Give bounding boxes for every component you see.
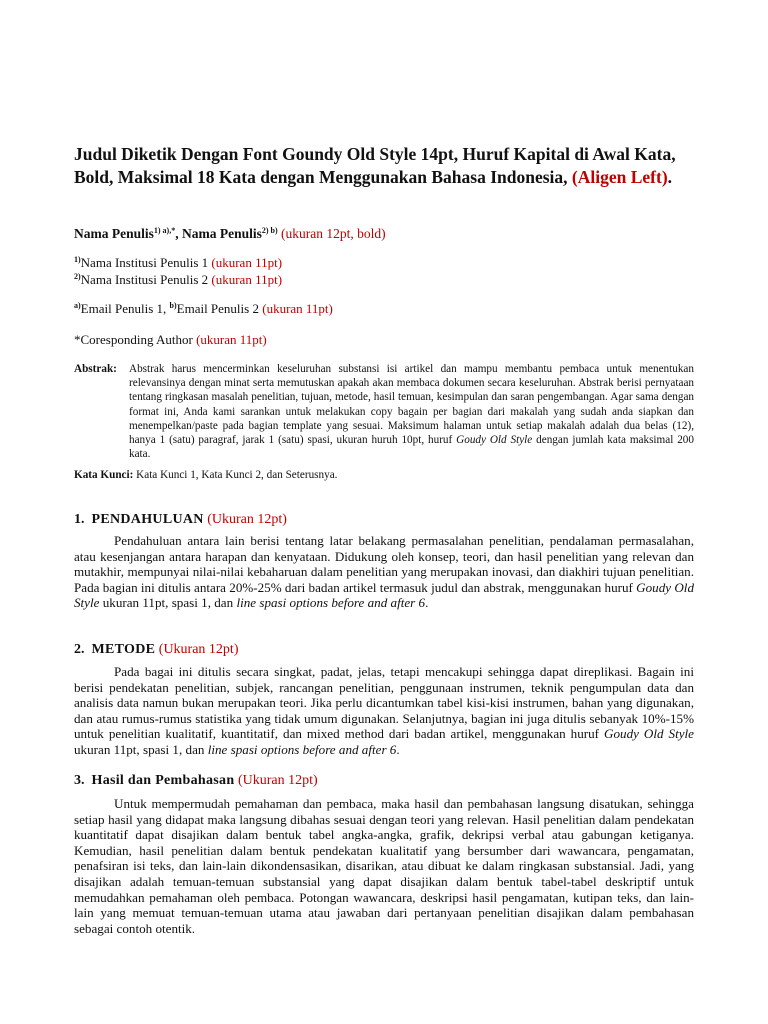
paper-title bbox=[74, 143, 694, 189]
email-2: Email Penulis 2 bbox=[176, 301, 259, 316]
section-1-number: 1. bbox=[74, 512, 85, 527]
abstract-font-name: Goudy Old Style bbox=[456, 434, 533, 447]
institution-2-name: Nama Institusi Penulis 2 bbox=[80, 272, 209, 287]
title-note: (Aligen Left) bbox=[571, 167, 668, 187]
section-2-text-2: ukuran 11pt, spasi 1, dan bbox=[74, 741, 208, 757]
abstract-text-1: Abstrak harus mencerminkan keseluruhan substansi isi artikel dan mampu membantu pembaca untuk menentukan relevansinya dengan minat serta memutuskan apakah akan membaca dokumen secara keseluruhan. Abstrak berisi pernyataan tentang ringkasan masalah penelitian, tujuan, metode, hasil temuan, kesimpulan dan saran pengembangan. Agar sama dengan format ini, Anda kami sarankan untuk melakukan copy bagain per bagian dari makalah yang sudah anda siapkan dan menempelkan/paste pada bagian template yang sesuai. Maksimum halaman untuk setiap makalah adalah dua belas (12), hanya 1 (satu) paragraf, jarak 1 (satu) spasi, ukuran huruh 10pt, huruf bbox=[129, 363, 694, 447]
author-1-sup: 1) a),* bbox=[153, 226, 176, 235]
keywords-label: Kata Kunci: bbox=[74, 469, 134, 481]
section-3-heading bbox=[74, 772, 318, 790]
email-1: Email Penulis 1, bbox=[80, 301, 170, 316]
institution-1 bbox=[74, 254, 282, 271]
abstract-text bbox=[129, 362, 694, 461]
email-line bbox=[74, 300, 333, 317]
author-1: Nama Penulis bbox=[74, 226, 154, 241]
keywords-text: Kata Kunci 1, Kata Kunci 2, dan Seterusnya. bbox=[133, 469, 338, 481]
section-1-note: (Ukuran 12pt) bbox=[207, 512, 287, 527]
institution-2 bbox=[74, 271, 282, 288]
section-3-note: (Ukuran 12pt) bbox=[237, 773, 318, 788]
title-end: . bbox=[667, 167, 673, 187]
author-2-sup: 2) b) bbox=[261, 226, 278, 235]
institution-1-name: Nama Institusi Penulis 1 bbox=[80, 255, 209, 270]
section-1-italic-2: line spasi options before and after 6 bbox=[236, 595, 426, 611]
corresponding-note: (ukuran 11pt) bbox=[192, 332, 267, 347]
institutions bbox=[74, 254, 282, 288]
section-1-text-3: . bbox=[425, 595, 429, 611]
institution-2-note: (ukuran 11pt) bbox=[208, 272, 283, 287]
abstract-label: Abstrak: bbox=[74, 363, 117, 375]
section-3-number: 3. bbox=[74, 773, 85, 788]
corresponding-text: *Coresponding Author bbox=[74, 332, 193, 347]
section-2-number: 2. bbox=[74, 642, 85, 657]
corresponding-author bbox=[74, 331, 267, 348]
section-1-title: PENDAHULUAN bbox=[91, 512, 204, 527]
institution-1-note: (ukuran 11pt) bbox=[208, 255, 283, 270]
abstract-text-2: dengan jumlah kata maksimal 200 kata. bbox=[129, 434, 694, 461]
section-3-text-1: Untuk mempermudah pemahaman dan pembaca, maka hasil dan pembahasan langsung disatukan, sehingga setiap hasil yang didapat maka langsung dibahas sesuai dengan teori yang relevan. Hasil penelitian dalam pendekatan kuantitatif dapat disajikan dalam bentuk tabel angka-angka, grafik, dekripsi verbal atau gabungan ketiganya. Kemudian, hasil penelitian dalam bentuk pendekatan kualitatif yang bersumber dari wawancara, pengamatan, penafsiran isi teks, dan lain-lain dikondensasikan, disarikan, atau dibuat ke dalam ringkasan substansial. Jadi, yang disajikan adalah temuan-temuan substansial yang dapat disajikan dalam bentuk tabel-tabel deskriptif untuk memudahkan pemahaman oleh pembaca. Potongan wawancara, deskripsi hasil pengamatan, kutipan teks, dan lain-lain yang memuat temuan-temuan utama atau jawaban dari pertanyaan penelitian disajikan dalam pembahasan sebagai contoh otentik. bbox=[74, 796, 694, 936]
institution-1-sup: 1) bbox=[74, 255, 81, 264]
section-2-note: (Ukuran 12pt) bbox=[158, 642, 239, 657]
author-2: Nama Penulis bbox=[181, 226, 262, 241]
section-1-heading bbox=[74, 511, 287, 529]
section-2-text-3: . bbox=[396, 741, 400, 757]
section-2-paragraph bbox=[74, 664, 694, 758]
title-main: Judul Diketik Dengan Font Goundy Old Style 14pt, Huruf Kapital di Awal Kata, Bold, Maksimal 18 Kata dengan Menggunakan Bahasa Indonesia, bbox=[74, 144, 676, 187]
section-2-italic-1: Goudy Old Style bbox=[604, 726, 694, 742]
email-1-sup: a) bbox=[74, 301, 81, 310]
section-2-title: METODE bbox=[91, 642, 156, 657]
author-line bbox=[74, 224, 386, 244]
section-2-italic-2: line spasi options before and after 6 bbox=[207, 741, 397, 757]
section-3-title: Hasil dan Pembahasan bbox=[91, 773, 235, 788]
email-note: (ukuran 11pt) bbox=[258, 301, 333, 316]
author-note: (ukuran 12pt, bold) bbox=[277, 226, 386, 241]
section-2-text-1: Pada bagai ini ditulis secara singkat, padat, jelas, tetapi mencakupi sehingga dapat direplikasi. Bagain ini berisi pendekatan penelitian, subjek, rancangan penelitian, penggunaan instrumen, teknik pengumpulan data dan analisis data namun bukan merupakan teori. Jika perlu dicantumkan tabel kisi-kisi instrumen, bahan yang digunakan, dan atau rumus-rumus statistika yang tidak umum digunakan. Selanjutnya, bagian ini juga ditulis sebanyak 10%-15% untuk penelitian kualitatif, kuantitatif, dan mixed method dari badan artikel, menggunakan huruf bbox=[74, 664, 694, 742]
section-1-italic-1: Goudy Old Style bbox=[74, 579, 694, 611]
keywords bbox=[74, 468, 337, 483]
section-3-paragraph bbox=[74, 796, 694, 936]
section-1-text-2: ukuran 11pt, spasi 1, dan bbox=[99, 595, 237, 611]
author-separator: , bbox=[175, 226, 182, 241]
email-2-sup: b) bbox=[169, 301, 177, 310]
institution-2-sup: 2) bbox=[74, 272, 81, 281]
section-1-paragraph bbox=[74, 533, 694, 611]
section-2-heading bbox=[74, 641, 238, 659]
abstract bbox=[74, 362, 694, 461]
section-1-text-1: Pendahuluan antara lain berisi tentang latar belakang permasalahan penelitian, pendalaman permasalahan, atau kesenjangan antara harapan dan kenyataan. Didukung oleh konsep, teori, dan hasil penelitian yang relevan dan mutakhir, mempunyai nilai-nilai kebaharuan dalam penelitian yang merupakan inovasi, dan diakhiri tujuan penelitian. Pada bagian ini ditulis antara 20%-25% dari badan artikel termasuk judul dan abstrak, menggunakan huruf bbox=[74, 533, 694, 595]
